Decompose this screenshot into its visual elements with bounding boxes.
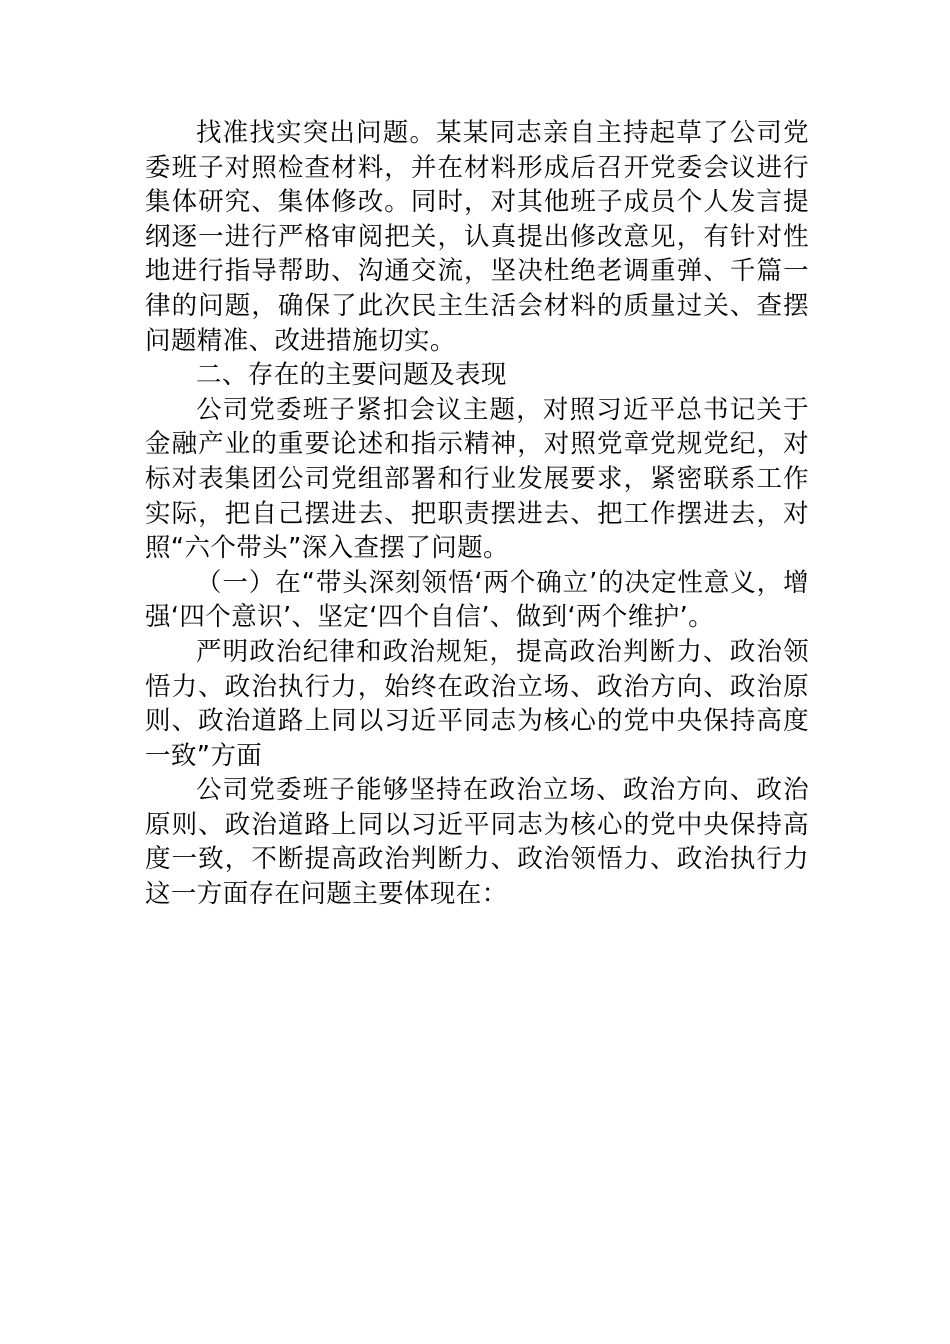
paragraph-problem-summary: 公司党委班子能够坚持在政治立场、政治方向、政治原则、政治道路上同以习近平同志为核心的党中央保持高度一致，不断提高政治判断力、政治领悟力、政治执行力这一方面存在问题主要体现在： <box>145 775 809 910</box>
paragraph-committee-review: 公司党委班子紧扣会议主题，对照习近平总书记关于金融产业的重要论述和指示精神，对照党章党规党纪，对标对表集团公司党组部署和行业发展要求，紧密联系工作实际，把自己摆进去、把职责摆进去、把工作摆进去，对照“六个带头”深入查摆了问题。 <box>145 394 809 564</box>
paragraph-problem-finding: 找准找实突出问题。某某同志亲自主持起草了公司党委班子对照检查材料，并在材料形成后召开党委会议进行集体研究、集体修改。同时，对其他班子成员个人发言提纲逐一进行严格审阅把关，认真提出修改意见，有针对性地进行指导帮助、沟通交流，坚决杜绝老调重弹、千篇一律的问题，确保了此次民主生活会材料的质量过关、查摆问题精准、改进措施切实。 <box>145 118 809 356</box>
document-body <box>145 116 809 912</box>
subsection-heading-1: （一）在“带头深刻领悟‘两个确立’的决定性意义，增强‘四个意识’、坚定‘四个自信’、做到‘两个维护’。 <box>145 567 809 633</box>
section-heading-main-problems: 二、存在的主要问题及表现 <box>196 360 507 391</box>
paragraph-political-discipline: 严明政治纪律和政治规矩，提高政治判断力、政治领悟力、政治执行力，始终在政治立场、政治方向、政治原则、政治道路上同以习近平同志为核心的党中央保持高度一致”方面 <box>145 636 809 771</box>
